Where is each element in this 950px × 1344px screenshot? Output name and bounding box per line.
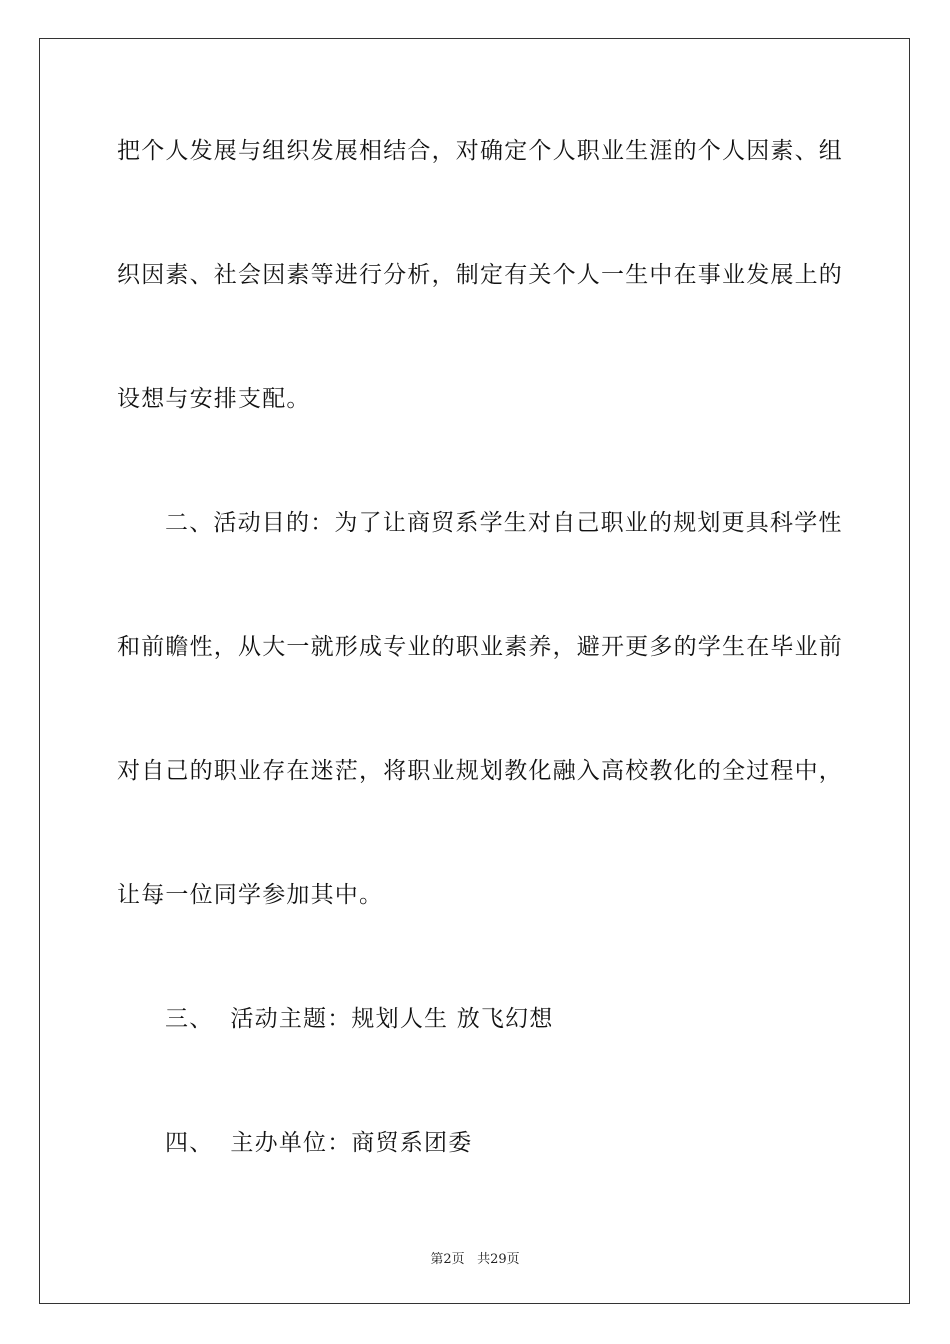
section-two-line-2: 和前瞻性，从大一就形成专业的职业素养，避开更多的学生在毕业前 — [117, 634, 843, 660]
total-pages: 共29页 — [477, 1252, 520, 1267]
page-footer — [0, 1248, 950, 1267]
paragraph-line-1: 把个人发展与组织发展相结合，对确定个人职业生涯的个人因素、组 — [117, 138, 843, 164]
paragraph-line-2: 织因素、社会因素等进行分析，制定有关个人一生中在事业发展上的 — [117, 262, 843, 288]
paragraph-line-3: 设想与安排支配。 — [117, 386, 311, 412]
page-border — [39, 38, 910, 1304]
section-four-organizer: 四、 主办单位：商贸系团委 — [165, 1130, 473, 1156]
page-number: 第2页 — [430, 1252, 465, 1267]
section-three-theme: 三、 活动主题：规划人生 放飞幻想 — [165, 1006, 554, 1032]
section-two-line-3: 对自己的职业存在迷茫，将职业规划教化融入高校教化的全过程中， — [117, 758, 843, 784]
section-two-line-1: 二、活动目的：为了让商贸系学生对自己职业的规划更具科学性 — [165, 510, 843, 536]
section-two-line-4: 让每一位同学参加其中。 — [117, 882, 384, 908]
